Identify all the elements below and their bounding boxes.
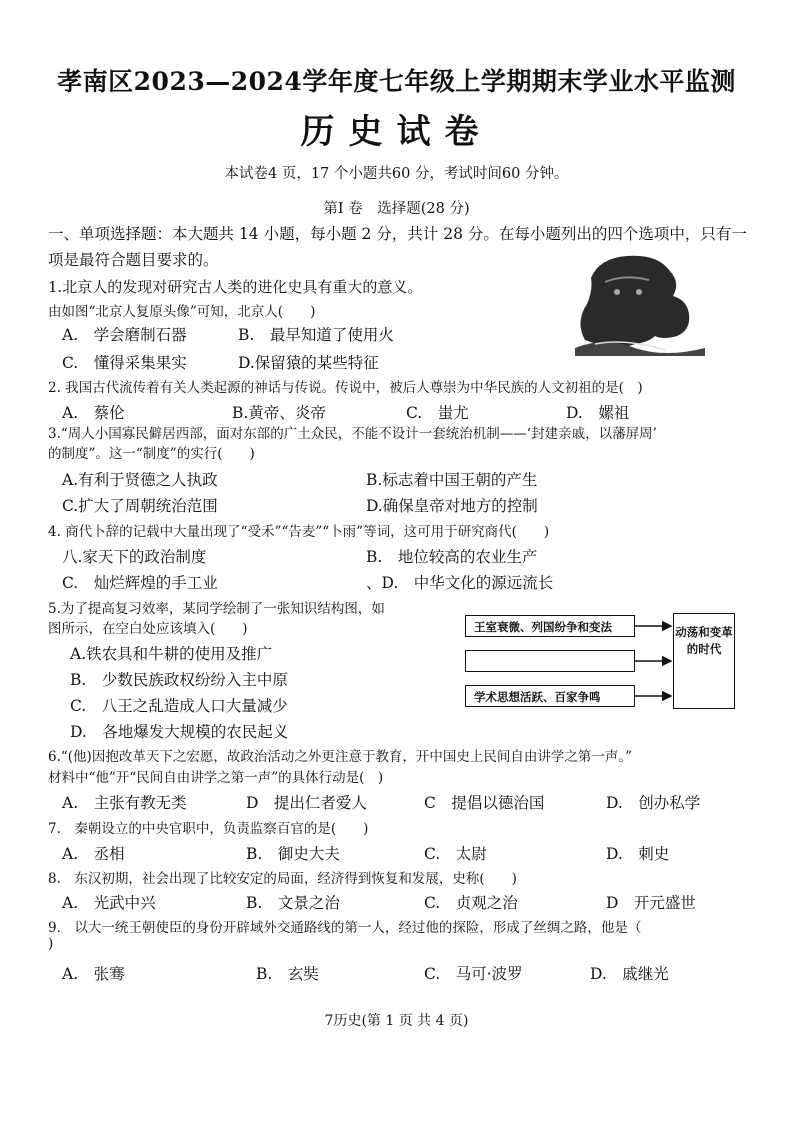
q1-option-d: D.保留猿的某些特征 — [238, 354, 379, 372]
q3-option-c: C.扩大了周朝统治范围 — [62, 497, 218, 515]
q7-option-b: B. 御史大夫 — [246, 845, 340, 863]
q1-option-a: A. 学会磨制石器 — [62, 326, 187, 344]
diagram-box-blank — [465, 650, 635, 672]
q3-option-a: A.有利于贤德之人执政 — [62, 471, 218, 489]
q2-option-d: D. 嫘祖 — [566, 404, 630, 422]
q2-stem: 2. 我国古代流传着有关人类起源的神话与传说。传说中，被后人尊崇为中华民族的人文初祖的是( ) — [48, 380, 643, 396]
q5-option-d: D. 各地爆发大规模的农民起义 — [70, 723, 289, 741]
q7-option-a: A. 丞相 — [62, 845, 125, 863]
q7-option-c: C. 太尉 — [424, 845, 487, 863]
q1-stem-line2: 由如图“北京人复原头像”可知，北京人( ) — [48, 304, 316, 320]
q9-stem-line2: ) — [48, 936, 54, 952]
q4-option-d: 、D. 中华文化的源远流长 — [366, 574, 554, 592]
diagram-arrows — [635, 613, 675, 713]
q7-stem: 7. 秦朝设立的中央官职中，负责监察百官的是( ) — [48, 821, 369, 837]
q4-stem: 4. 商代卜辞的记载中大量出现了“受禾”“告麦”“卜雨”等词，这可用于研究商代( ) — [48, 524, 550, 540]
q8-stem: 8. 东汉初期，社会出现了比较安定的局面，经济得到恢复和发展，史称( ) — [48, 871, 517, 887]
q9-option-b: B. 玄奘 — [256, 965, 319, 983]
instructions: 一、单项选择题：本大题共 14 小题，每小题 2 分，共计 28 分。在每小题列出的四个选项中，只有一项是最符合题目要求的。 — [48, 225, 747, 269]
diagram-box-3: 学术思想活跃、百家争鸣 — [465, 685, 635, 707]
q1-stem-line1: 1.北京人的发现对研究古人类的进化史具有重大的意义。 — [48, 278, 423, 296]
q6-stem-line1: 6.“(他)因抱改革天下之宏愿，故政治活动之外更注意于教育，开中国史上民间自由讲学之第一声。” — [48, 749, 632, 765]
q5-stem-line2: 图所示，在空白处应该填入( ) — [48, 621, 248, 637]
q4-option-a: 八.家天下的政治制度 — [62, 548, 207, 566]
section-heading: 第Ⅰ 卷 选择题(28 分) — [323, 201, 470, 217]
q3-option-b: B.标志着中国王朝的产生 — [366, 471, 538, 489]
q8-option-c: C. 贞观之治 — [424, 894, 518, 912]
q1-option-b: B. 最早知道了使用火 — [238, 326, 394, 344]
q3-option-d: D.确保皇帝对地方的控制 — [366, 497, 538, 515]
diagram-box-1: 王室衰微、列国纷争和变法 — [465, 615, 635, 637]
q9-option-a: A. 张骞 — [62, 965, 125, 983]
diagram-result-box: 动荡和变革的时代 — [673, 613, 735, 709]
peking-man-bust-image — [565, 252, 715, 360]
q6-option-a: A. 主张有教无类 — [62, 794, 187, 812]
q2-option-b: B.黄帝、炎帝 — [232, 404, 326, 422]
q4-option-c: C. 灿烂辉煌的手工业 — [62, 574, 218, 592]
q6-option-d: D. 创办私学 — [606, 794, 701, 812]
q8-option-b: B. 文景之治 — [246, 894, 340, 912]
exam-info: 本试卷4 页，17 个小题共60 分，考试时间60 分钟。 — [224, 166, 569, 182]
exam-title: 孝南区2023—2024学年度七年级上学期期末学业水平监测 — [57, 67, 736, 96]
q9-option-d: D. 戚继光 — [590, 965, 669, 983]
q6-stem-line2: 材料中“他”开“民间自由讲学之第一声”的具体行动是( ) — [48, 770, 384, 786]
q3-stem-line2: 的制度”。这一“制度”的实行( ) — [48, 446, 255, 462]
subject-title: 历史试卷 — [300, 112, 493, 152]
q5-option-b: B. 少数民族政权纷纷入主中原 — [70, 671, 288, 689]
q8-option-d: D 开元盛世 — [606, 894, 696, 912]
q6-option-c: C 提倡以德治国 — [424, 794, 545, 812]
q6-option-b: D 提出仁者爱人 — [246, 794, 367, 812]
q5-option-a: A.铁农具和牛耕的使用及推广 — [70, 645, 273, 663]
q2-option-a: A. 蔡伦 — [62, 404, 125, 422]
q7-option-d: D. 刺史 — [606, 845, 670, 863]
q5-stem-line1: 5.为了提高复习效率，某同学绘制了一张知识结构图，如 — [48, 601, 385, 617]
q3-stem-line1: 3.“周人小国寡民僻居西部，面对东部的广土众民，不能不设计一套统治机制——‘封建亲戚，以藩屏周’ — [48, 426, 657, 442]
q5-option-c: C. 八王之乱造成人口大量减少 — [70, 697, 288, 715]
q2-option-c: C. 蚩尤 — [406, 404, 469, 422]
q4-option-b: B. 地位较高的农业生产 — [366, 548, 538, 566]
q9-stem-line1: 9. 以大一统王朝使臣的身份开辟域外交通路线的第一人，经过他的探险，形成了丝绸之路，他是（ — [48, 920, 642, 936]
knowledge-structure-diagram — [465, 613, 740, 713]
page-footer: 7历史(第 1 页 共 4 页) — [324, 1013, 469, 1029]
q8-option-a: A. 光武中兴 — [62, 894, 156, 912]
q9-option-c: C. 马可·波罗 — [424, 965, 523, 983]
q1-option-c: C. 懂得采集果实 — [62, 354, 187, 372]
